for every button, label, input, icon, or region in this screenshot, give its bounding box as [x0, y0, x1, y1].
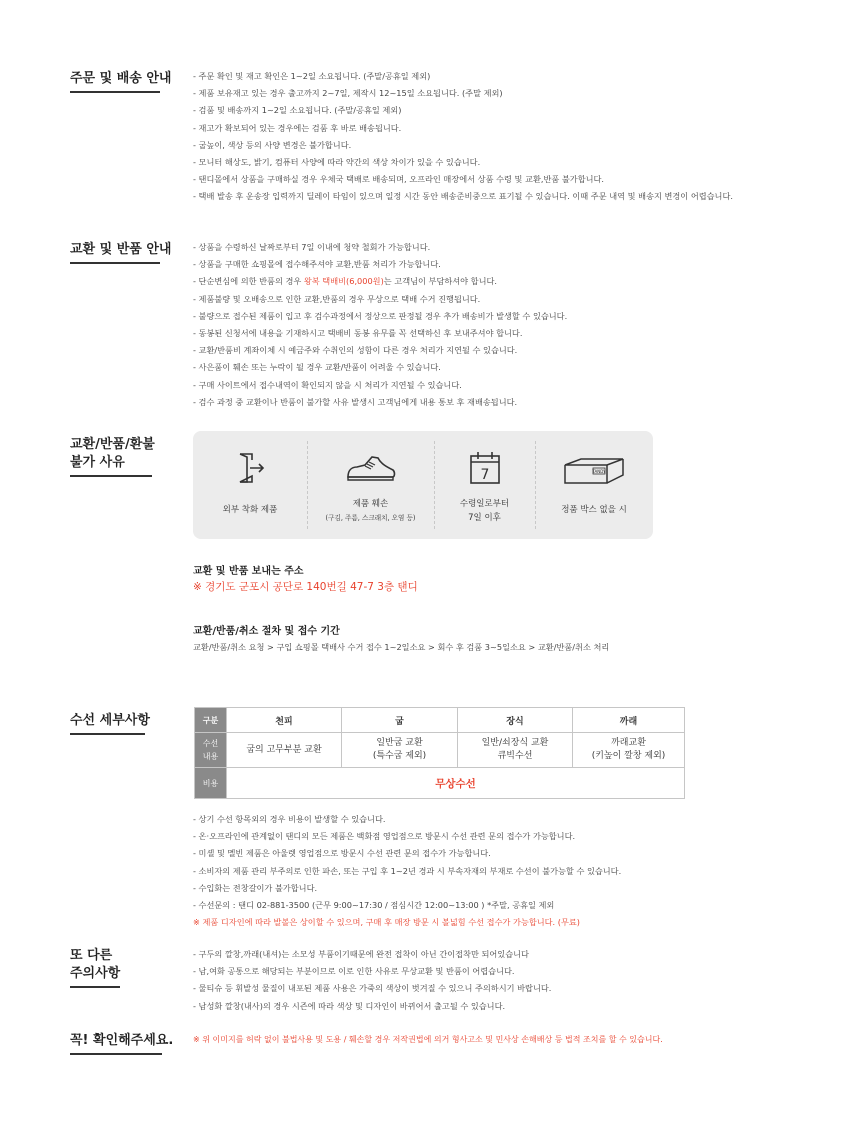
- repair-section-title: 수선 세부사항: [70, 712, 150, 735]
- unable-reasons-panel: [193, 431, 653, 539]
- return-address-heading: 교환 및 반품 보내는 주소: [193, 566, 304, 577]
- procedure-heading: 교환/반품/취소 절차 및 접수 기간: [193, 626, 340, 637]
- box-icon: [563, 457, 625, 489]
- list-item: - 교환/반품비 계좌이체 시 예금주와 수취인의 성함이 다른 경우 처리가 지연될 수 있습니다.: [193, 345, 518, 356]
- reason-card-7days: [434, 431, 535, 539]
- list-item: - 검수 과정 중 교환이나 반품이 불가할 사유 발생시 고객님에게 내용 통보 후 재배송됩니다.: [193, 396, 518, 407]
- procedure-steps: 교환/반품/취소 요청 > 구입 쇼핑몰 택배사 수거 접수 1~2일소요 > 회수 후 검품 3~5일소요 > 교환/반품/취소 처리: [193, 642, 610, 652]
- list-item: ※ 제품 디자인에 따라 발볼은 상이할 수 있으며, 구매 후 매장 방문 시 볼넓힘 수선 접수가 가능합니다. (무료): [193, 917, 580, 928]
- confirm-section-title: 꼭! 확인해주세요.: [70, 1032, 173, 1055]
- list-item: - 모니터 해상도, 밝기, 컴퓨터 사양에 따라 약간의 색상 차이가 있을 수 있습니다.: [193, 156, 481, 167]
- other-notes-list: [193, 946, 551, 1015]
- list-item: - 검품 및 배송까지 1~2일 소요됩니다. (주말/공휴일 제외): [193, 105, 402, 116]
- list-item: - 미셸 및 멜빈 제품은 아울렛 영업점으로 방문시 수선 관련 문의 접수가 가능합니다.: [193, 848, 491, 859]
- list-item: - 소비자의 제품 관리 부주의로 인한 파손, 또는 구입 후 1~2년 경과 시 부속자재의 부재로 수선이 불가능할 수 있습니다.: [193, 865, 622, 876]
- list-item: - 온·오프라인에 관계없이 탠디의 모든 제품은 백화점 영업점으로 방문시 수선 관련 문의 접수가 가능합니다.: [193, 831, 576, 842]
- shoe-icon: [345, 455, 397, 487]
- list-item: - 주문 확인 및 재고 확인은 1~2일 소요됩니다. (주말/공휴일 제외): [193, 71, 431, 81]
- order-info-list: [193, 68, 733, 206]
- repair-cost-free: 무상수선: [227, 768, 685, 799]
- list-item: - 구매 사이트에서 접수내역이 확인되지 않을 시 처리가 지연될 수 있습니다.: [193, 379, 462, 390]
- list-item: - 남성화 깔창(내사)의 경우 시즌에 따라 색상 및 디자인이 바뀌어서 출고될 수 있습니다.: [193, 1000, 506, 1011]
- reason-label: 제품 훼손: [352, 499, 389, 509]
- reason-card-worn: [193, 431, 307, 539]
- list-item: - 택배 발송 후 운송장 입력까지 딜레이 타임이 있으며 일정 시간 동안 배송준비중으로 표기될 수 있습니다. 이때 주문 내역 및 배송지 변경이 어렵습니다.: [193, 191, 733, 202]
- list-item: - 상품을 수령하신 날짜로부터 7일 이내에 청약 철회가 가능합니다.: [193, 242, 431, 252]
- exchange-section-title: 교환 및 반품 안내: [70, 241, 171, 264]
- copyright-warning: ※ 위 이미지를 허락 없이 불법사용 및 도용 / 훼손할 경우 저작권법에 의거 형사고소 및 민사상 손해배상 등 법적 조치를 할 수 있습니다.: [193, 1035, 663, 1044]
- svg-text:7: 7: [480, 467, 489, 483]
- list-item: - 사은품이 훼손 또는 누락이 될 경우 교환/반품이 어려울 수 있습니다.: [193, 362, 441, 373]
- reason-label: 정품 박스 없을 시: [561, 505, 627, 515]
- list-item: - 물티슈 등 휘발성 물질이 내포된 제품 사용은 가죽의 색상이 벗겨질 수 있으니 주의하시기 바랍니다.: [193, 983, 552, 994]
- list-item: - 제품불량 및 오배송으로 인한 교환,반품의 경우 무상으로 택배 수거 진행됩니다.: [193, 293, 481, 304]
- repair-notes-list: [193, 811, 621, 931]
- reason-card-damaged: [307, 431, 434, 539]
- table-row: 구분 천피 굽 장식 까래: [195, 708, 685, 733]
- exit-door-icon: [233, 451, 267, 489]
- table-row: 비용 무상수선: [195, 768, 685, 799]
- reason-sublabel: 7일 이후: [468, 513, 501, 523]
- exchange-info-list: [193, 239, 567, 411]
- reason-label: 수령일로부터: [459, 499, 510, 509]
- reason-card-no-box: [535, 431, 653, 539]
- list-item: - 구두의 깔창,까래(내셔)는 소모성 부품이기때문에 완전 접착이 아닌 간이접착만 되어있습니다: [193, 949, 529, 959]
- list-item: - 동봉된 신청서에 내용을 기재하시고 택배비 동봉 유무를 꼭 선택하신 후 보내주셔야 합니다.: [193, 327, 523, 338]
- repair-table: [194, 707, 685, 799]
- list-item: - 재고가 확보되어 있는 경우에는 검품 후 바로 배송됩니다.: [193, 122, 402, 133]
- table-row: 수선 내용 굽의 고무부분 교환 일반굽 교환 (특수굽 제외) 일반/쇠장식 교환 큐빅수선 까래교환 (키높이 깔창 제외): [195, 733, 685, 768]
- list-item: - 상기 수선 항목외의 경우 비용이 발생할 수 있습니다.: [193, 814, 386, 824]
- list-item: - 수입화는 전창갈이가 불가합니다.: [193, 882, 318, 893]
- list-item: - 제품 보유재고 있는 경우 출고까지 2~7일, 제작시 12~15일 소요됩니다. (주말 제외): [193, 88, 503, 99]
- return-address: ※ 경기도 군포시 공단로 140번길 47-7 3층 탠디: [193, 581, 418, 593]
- list-item: - 상품을 구매한 쇼핑몰에 접수해주셔야 교환,반품 처리가 가능합니다.: [193, 259, 441, 270]
- list-item: - 불량으로 접수된 제품이 입고 후 검수과정에서 정상으로 판정될 경우 추가 배송비가 발생할 수 있습니다.: [193, 310, 568, 321]
- svg-text:TANDY: TANDY: [592, 469, 606, 474]
- list-item: - 남,여화 공통으로 해당되는 부분이므로 이로 인한 사유로 무상교환 및 반품이 어렵습니다.: [193, 966, 515, 977]
- calendar-icon: [469, 451, 501, 489]
- list-item: - 수선문의 : 탠디 02-881-3500 (근무 9:00~17:30 / 점심시간 12:00~13:00 ) *주말, 공휴일 제외: [193, 899, 555, 910]
- other-section-title: 또 다른 주의사항: [70, 947, 120, 988]
- list-item: - 탠디몰에서 상품을 구매하실 경우 우체국 택배로 배송되며, 오프라인 매장에서 상품 수령 및 교환,반품 불가합니다.: [193, 174, 605, 185]
- list-item: - 단순변심에 의한 반품의 경우 왕복 택배비(6,000원)는 고객님이 부담하셔야 합니다.: [193, 276, 498, 287]
- unable-section-title: 교환/반품/환불 불가 사유: [70, 436, 155, 477]
- reason-label: 외부 착화 제품: [222, 505, 278, 515]
- reason-sublabel: (구김, 주름, 스크래치, 오염 등): [325, 514, 416, 522]
- order-section-title: 주문 및 배송 안내: [70, 70, 171, 93]
- shipping-fee-highlight: 왕복 택배비(6,000원): [303, 276, 384, 287]
- list-item: - 굽높이, 색상 등의 사양 변경은 불가합니다.: [193, 139, 352, 150]
